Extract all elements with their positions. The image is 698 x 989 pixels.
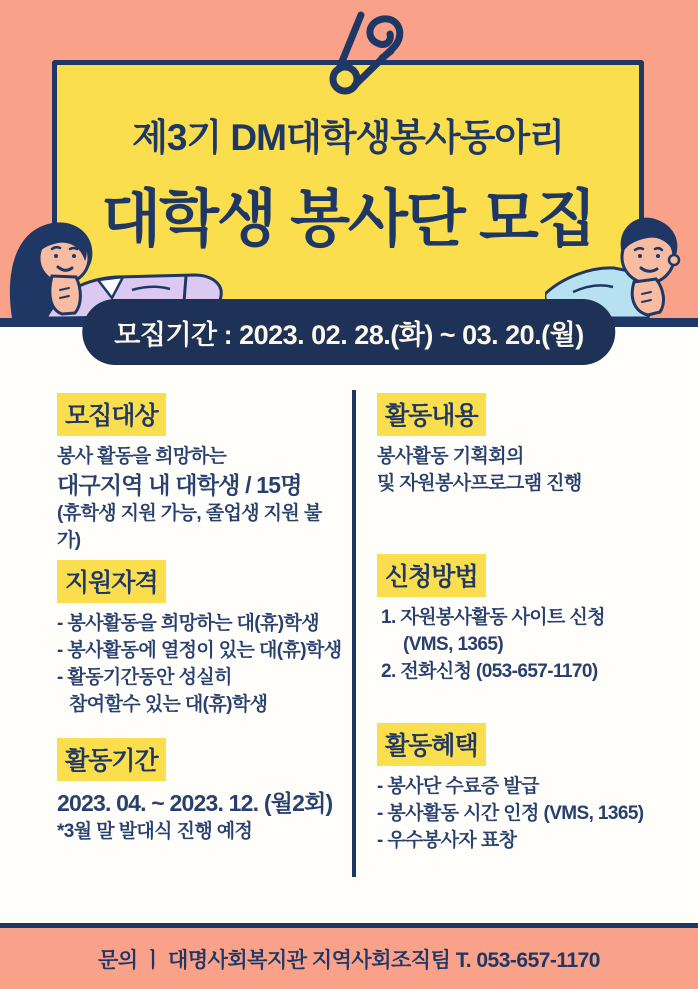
recruit-period-text: 모집기간 : 2023. 02. 28.(화) ~ 03. 20.(월) (114, 319, 584, 350)
section-line-emphasis: 대구지역 내 대학생 / 15명 (57, 471, 302, 498)
section-line: - 우수봉사자 표창 (377, 829, 517, 851)
club-name-line: 제3기 DM대학생봉사동아리 (132, 117, 564, 158)
section-activity-content (377, 393, 667, 498)
section-line-emphasis: 2023. 04. ~ 2023. 12. (월2회) (57, 790, 333, 816)
section-heading: 활동내용 (377, 393, 486, 436)
footer-contact-bar (0, 928, 698, 989)
column-divider (352, 390, 356, 877)
recruit-period-banner (82, 299, 615, 365)
section-heading: 신청방법 (377, 554, 486, 597)
section-heading: 모집대상 (57, 393, 166, 436)
poster-title: 대학생 봉사단 모집 (101, 185, 595, 254)
section-activity-period (57, 738, 347, 846)
section-line: 1. 자원봉사활동 사이트 신청 (381, 607, 605, 628)
section-heading: 활동혜택 (377, 723, 486, 766)
section-line: (휴학생 지원 가능, 졸업생 지원 불가) (57, 502, 322, 551)
section-line: - 봉사단 수료증 발급 (377, 776, 539, 797)
contact-text: 문의 ㅣ 대명사회복지관 지역사회조직팀 T. 053-657-1170 (98, 948, 600, 972)
section-qualification (57, 560, 347, 719)
section-line: - 활동기간동안 성실히 (57, 666, 232, 688)
section-benefits (377, 723, 682, 855)
section-recruit-target (57, 393, 342, 555)
section-line: *3월 말 발대식 진행 예정 (57, 820, 253, 842)
section-line: 봉사 활동을 희망하는 (57, 446, 227, 467)
section-line: - 봉사활동에 열정이 있는 대(휴)학생 (57, 639, 342, 661)
section-line: 및 자원봉사프로그램 진행 (377, 472, 582, 494)
section-line: - 봉사활동을 희망하는 대(휴)학생 (57, 613, 320, 634)
section-line: 2. 전화신청 (053-657-1170) (381, 660, 598, 682)
section-line: 봉사활동 기획회의 (377, 446, 524, 467)
section-line: 참여할수 있는 대(휴)학생 (69, 693, 268, 715)
section-heading: 지원자격 (57, 560, 166, 603)
section-heading: 활동기간 (57, 738, 166, 781)
section-line: (VMS, 1365) (403, 633, 504, 655)
poster-header-area (0, 0, 698, 318)
section-line: - 봉사활동 시간 인정 (VMS, 1365) (377, 802, 644, 824)
section-apply-method (377, 554, 677, 686)
safety-pin-icon (297, 8, 412, 103)
poster-body (0, 327, 698, 923)
